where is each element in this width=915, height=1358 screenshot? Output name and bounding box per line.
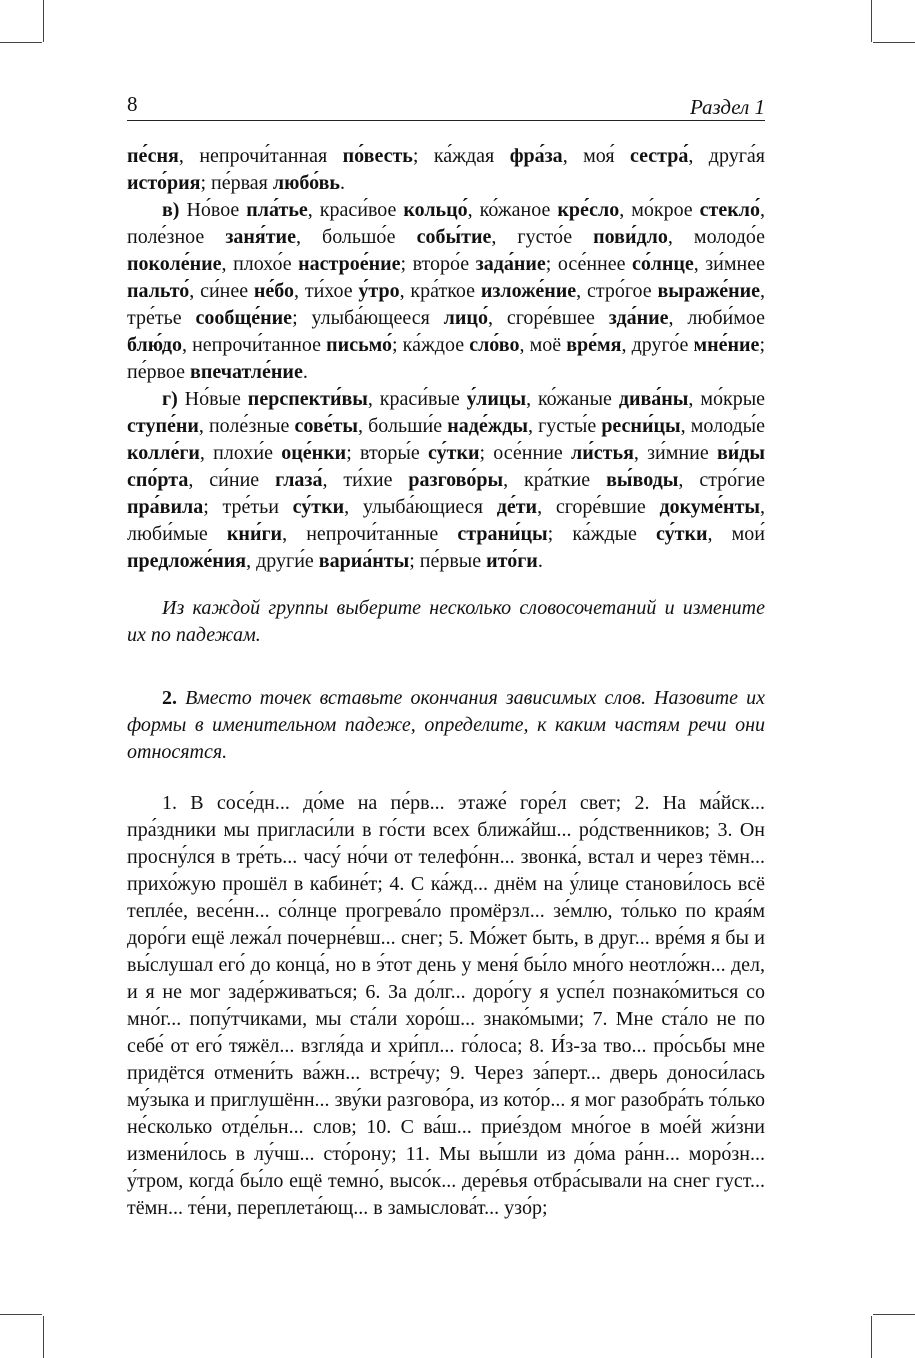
bold-word: любо́вь (272, 172, 340, 194)
bold-word: поколе́ние (127, 253, 222, 275)
crop-mark (43, 1316, 44, 1358)
paragraph-g: г) Но́вые перспекти́вы, краси́вые у́лицы, ко́жаные дива́ны, мо́крые ступе́ни, поле́зные сове́ты, больши́е наде́жды, густы́е ресни́цы, молоды́е колле́ги, плохи́е оце́нки; вторы́е су́тки; осе́нние ли́стья, зи́мние ви́ды спо́рта, си́ние глаза́, ти́хие разгово́ры, кра́ткие вы́воды, стро́гие пра́вила; тре́тьи су́тки, улыба́ющиеся де́ти, сгоре́вшие докуме́нты, люби́мые кни́ги, непрочи́танные страни́цы; ка́ждые су́тки, мои́ предложе́ния, други́е вариа́нты; пе́рвые ито́ги. (127, 388, 766, 572)
bold-word: оце́нки (281, 442, 347, 464)
bold-word: сло́во (469, 334, 520, 356)
bold-word: пла́тье (246, 199, 308, 221)
bold-word: зда́ние (608, 307, 669, 329)
bold-word: по́весть (342, 145, 413, 167)
bold-word: су́тки (428, 442, 480, 464)
bold-word: кни́ги (226, 523, 283, 545)
bold-word: изложе́ние (480, 280, 577, 302)
crop-mark (873, 42, 915, 43)
bold-word: вре́мя (566, 334, 622, 356)
exercise-text: 1. В сосе́дн... до́ме на пе́рв... этаже́ горе́л свет; 2. На ма́йск... пра́здники мы пригласи́ли в го́сти всех ближа́йш... ро́дственников; 3. Он просну́лся в тре́ть... часу́ но́чи от телефо́нн... звонка́, встал и через тёмн... прихо́жую прошёл в кабине́т; 4. С ка́жд... днём на у́лице станови́лось всё теплée, весе́нн... со́лнце прогрева́ло промёрзл... зе́млю, то́лько по края́м доро́ги ещё лежа́л почерне́вш... снег; 5. Мо́жет быть, в друг... вре́мя я бы и вы́слушал его́ до конца́, но в э́тот день у меня́ бы́ло мно́го неотло́жн... дел, и я не мог заде́рживаться; 6. За до́лг... доро́гу я успе́л познако́миться со мно́г... попу́тчиками, мы ста́ли хоро́ш... знако́мыми; 7. Мне ста́ло не по себе́ от его́ тяжёл... взгля́да и хри́пл... го́лоса; 8. И́з-за тво... про́сьбы мне придётся отмени́ть ва́жн... встре́чу; 9. Через за́перт... дверь доноси́лась му́зыка и приглушённ... зву́ки разгово́ра, из кото́р... я мог разобра́ть то́лько не́сколько отде́льн... слов; 10. С ва́ш... прие́здом мно́гое в мое́й жи́зни измени́лось в лу́чш... сто́рону; 11. Мы вы́шли из до́ма ра́нн... моро́зн... у́тром, когда́ бы́ло ещё темно́, высо́к... дере́вья отбра́сывали на снег густ... тёмн... те́ни, переплета́ющ... в замыслова́т... узо́р; (127, 792, 765, 1219)
bold-word: перспекти́вы (247, 388, 368, 410)
crop-mark (873, 1314, 915, 1315)
crop-mark (0, 1314, 42, 1315)
bold-word: лицо́ (443, 307, 488, 329)
bold-word: пальто́ (127, 280, 190, 302)
section-title: Раздел 1 (689, 95, 765, 119)
bold-word: собы́тие (416, 226, 492, 248)
bold-word: со́лнце (632, 253, 694, 275)
bold-word: предложе́ния (127, 550, 247, 572)
crop-mark (43, 0, 44, 42)
bold-word: кре́сло (557, 199, 620, 221)
bold-word: дива́ны (618, 388, 689, 410)
bold-word: кольцо́ (403, 199, 468, 221)
page-header (127, 92, 765, 121)
bold-word: фра́за (509, 145, 563, 167)
bold-word: страни́цы (457, 523, 548, 545)
instruction-text: Из каждой группы выберите несколько словосочетаний и измените их по падежам. (127, 597, 765, 646)
bold-word: у́лицы (466, 388, 527, 410)
bold-word: настрое́ние (298, 253, 401, 275)
bold-word: исто́рия (127, 172, 201, 194)
bold-word: пови́дло (593, 226, 668, 248)
paragraph-v: в) Но́вое пла́тье, краси́вое кольцо́, ко́жаное кре́сло, мо́крое стекло́, поле́зное заня́тие, большо́е собы́тие, густо́е пови́дло, молодо́е поколе́ние, плохо́е настрое́ние; второ́е зада́ние; осе́ннее со́лнце, зи́мнее пальто́, си́нее не́бо, ти́хое у́тро, кра́ткое изложе́ние, стро́гое выраже́ние, тре́тье сообще́ние; улыба́ющееся лицо́, сгоре́вшее зда́ние, люби́мое блю́до, непрочи́танное письмо́; ка́ждое сло́во, моё вре́мя, друго́е мне́ние; пе́рвое впечатле́ние. (127, 199, 766, 383)
bold-word: вы́воды (606, 469, 679, 491)
bold-word: письмо́ (326, 334, 392, 356)
page-content (127, 143, 765, 1222)
task-text: Вместо точек вставьте окончания зависимых слов. Назовите их формы в именительном падеже, определите, к каким частям речи они относятся. (127, 687, 765, 763)
bold-word: де́ти (496, 496, 538, 518)
page-number: 8 (127, 92, 138, 116)
bold-word: су́тки (656, 523, 708, 545)
bold-word: колле́ги (127, 442, 200, 464)
bold-word: су́тки (292, 496, 345, 518)
bold-word: вариа́нты (318, 550, 410, 572)
bold-word: глаза́ (275, 469, 323, 491)
bold-word: наде́жды (447, 415, 528, 437)
bold-word: блю́до (127, 334, 182, 356)
bold-word: ступе́ни (127, 415, 199, 437)
bold-word: в) (162, 199, 187, 221)
bold-word: выраже́ние (657, 280, 761, 302)
bold-word: впечатле́ние (190, 361, 303, 383)
bold-word: ито́ги (486, 550, 538, 572)
bold-word: зада́ние (475, 253, 546, 275)
bold-word: пе́сня (127, 145, 179, 167)
bold-word: не́бо (253, 280, 295, 302)
bold-word: сове́ты (294, 415, 359, 437)
bold-word: докуме́нты (659, 496, 761, 518)
bold-word: у́тро (358, 280, 400, 302)
paragraph-b-continuation: пе́сня, непрочи́танная по́весть; ка́ждая фра́за, моя́ сестра́, друга́я исто́рия; пе́рвая любо́вь. (127, 145, 765, 194)
bold-word: стекло́ (699, 199, 760, 221)
bold-word: ви́ды спо́рта (127, 442, 766, 491)
crop-mark (0, 42, 42, 43)
bold-word: сообще́ние (195, 307, 293, 329)
bold-word: заня́тие (225, 226, 296, 248)
task-number: 2. (162, 687, 177, 709)
bold-word: сестра́ (630, 145, 689, 167)
bold-word: мне́ние (693, 334, 760, 356)
bold-word: ресни́цы (601, 415, 681, 437)
bold-word: разгово́ры (408, 469, 504, 491)
task-2-heading (127, 685, 765, 766)
crop-mark (871, 0, 872, 42)
crop-mark (871, 1316, 872, 1358)
bold-word: пра́вила (127, 496, 204, 518)
bold-word: г) (162, 388, 185, 410)
bold-word: ли́стья (571, 442, 634, 464)
